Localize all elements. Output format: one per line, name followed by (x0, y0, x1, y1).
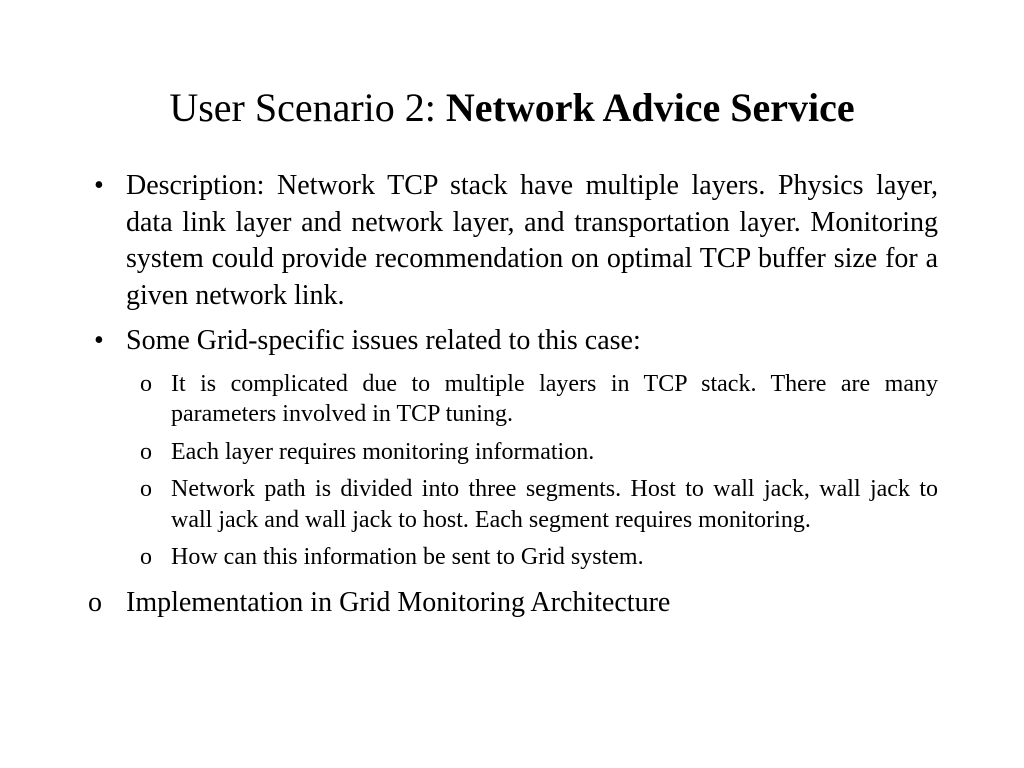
sub-bullet-marker: o (140, 438, 152, 465)
bullet-marker: • (94, 325, 104, 356)
bullet-description (88, 168, 938, 314)
slide-title (0, 82, 1024, 134)
sub-bullet-text: How can this information be sent to Grid system. (171, 544, 644, 570)
sub-bullet-text: Network path is divided into three segments. Host to wall jack, wall jack to wall jack and wall jack to host. Each segment requires monitoring. (171, 476, 938, 533)
bullet-grid-issues (88, 323, 938, 360)
sub-bullet-marker: o (140, 370, 152, 397)
slide-title-bold: Network Advice Service (445, 85, 855, 130)
bullet-implementation (88, 585, 938, 622)
sub-bullet-marker: o (140, 544, 152, 570)
slide-title-prefix: User Scenario 2: (169, 85, 446, 130)
sub-bullet-text: It is complicated due to multiple layers in TCP stack. There are many parameters involved in TCP tuning. (171, 370, 938, 427)
slide-content (88, 168, 938, 630)
sub-bullet-marker: o (140, 476, 152, 502)
sub-bullet-item (88, 437, 938, 468)
bullet-marker: o (88, 586, 102, 618)
bullet-text: Some Grid-specific issues related to this case: (126, 325, 641, 356)
sub-bullet-list (88, 369, 938, 573)
sub-bullet-item (88, 542, 938, 573)
bullet-marker: • (94, 170, 104, 201)
bullet-text: Description: Network TCP stack have multiple layers. Physics layer, data link layer and network layer, and transportation layer. Monitoring system could provide recommendation on optimal TCP buffer size for a given network link. (126, 170, 938, 311)
sub-bullet-item (88, 369, 938, 430)
sub-bullet-item (88, 474, 938, 535)
bullet-text: Implementation in Grid Monitoring Architecture (126, 586, 671, 618)
sub-bullet-text: Each layer requires monitoring information. (171, 438, 595, 465)
